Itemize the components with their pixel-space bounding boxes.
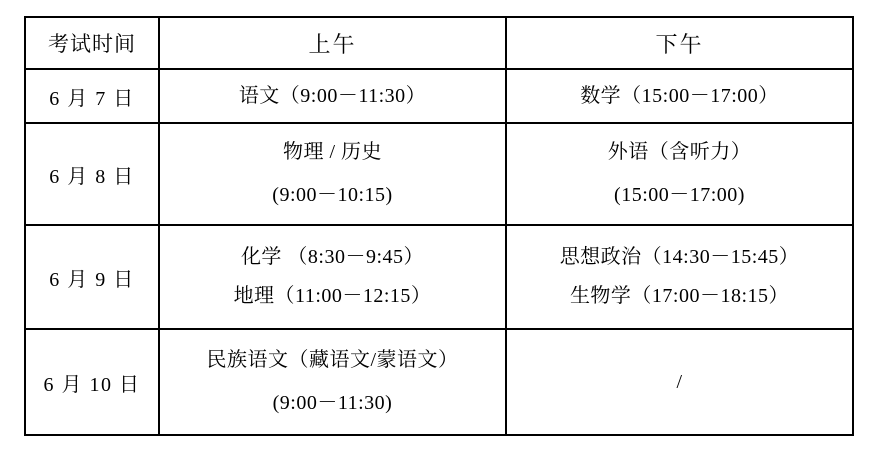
table-row xyxy=(25,225,853,329)
subject-line: 物理 / 历史 xyxy=(282,141,383,163)
no-exam-marker: / xyxy=(676,370,683,393)
subject-line: 地理（11:00－12:15） xyxy=(233,285,432,307)
subject-line: 化学 （8:30－9:45） xyxy=(240,246,425,268)
header-afternoon: 下午 xyxy=(506,17,853,69)
cell-afternoon xyxy=(506,329,853,435)
cell-morning xyxy=(159,225,506,329)
subject-time-line: (15:00－17:00) xyxy=(614,184,745,206)
subject-line: 生物学（17:00－18:15） xyxy=(569,285,790,307)
table-row xyxy=(25,329,853,435)
header-morning: 上午 xyxy=(159,17,506,69)
subject-line: 思想政治（14:30－15:45） xyxy=(559,246,800,268)
cell-day: 6 月 8 日 xyxy=(25,123,159,225)
table-row xyxy=(25,123,853,225)
cell-afternoon xyxy=(506,69,853,123)
header-exam-time: 考试时间 xyxy=(25,17,159,69)
cell-day: 6 月 10 日 xyxy=(25,329,159,435)
cell-day: 6 月 7 日 xyxy=(25,69,159,123)
table-row xyxy=(25,69,853,123)
cell-day: 6 月 9 日 xyxy=(25,225,159,329)
subject-line: 民族语文（藏语文/蒙语文） xyxy=(206,349,459,371)
subject-line: 语文（9:00－11:30） xyxy=(238,84,427,107)
subject-line: 外语（含听力） xyxy=(607,141,752,163)
table-header xyxy=(25,17,853,69)
table-header-row xyxy=(25,17,853,69)
cell-morning xyxy=(159,123,506,225)
table-body xyxy=(25,69,853,435)
subject-time-line: (9:00－11:30) xyxy=(272,392,393,414)
cell-afternoon xyxy=(506,123,853,225)
cell-morning xyxy=(159,329,506,435)
subject-line: 数学（15:00－17:00） xyxy=(580,84,779,107)
cell-morning xyxy=(159,69,506,123)
cell-afternoon xyxy=(506,225,853,329)
subject-time-line: (9:00－10:15) xyxy=(272,184,393,206)
exam-schedule-table xyxy=(24,16,854,436)
